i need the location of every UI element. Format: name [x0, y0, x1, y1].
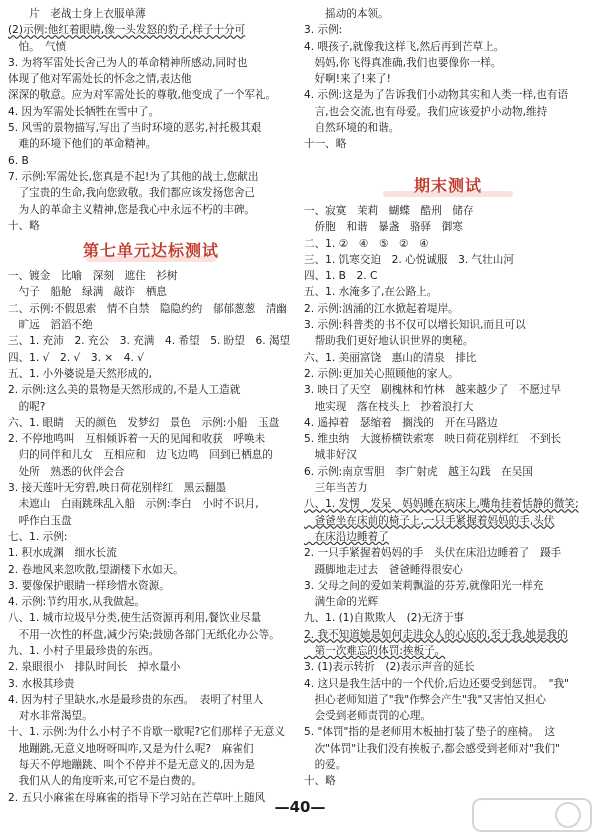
left-answer-line: 了宝贵的生命,我向您致敬。我们都应该发扬您舍己	[8, 187, 256, 200]
left-answer-line: 5. 风雪的景物描写,写出了当时环境的恶劣,衬托极其艰	[8, 122, 262, 135]
left-answer-line: 九、1. 小村子里最珍贵的东西。	[8, 644, 160, 657]
left-answer-line: 一、镀金 比喻 深刻 遮住 衫树	[8, 270, 178, 283]
right-answer-line: 妈妈,你飞得真准确,我们也要像你一样。	[304, 56, 502, 69]
left-answer-line: 体现了他对军需处长的怀念之情,表达他	[8, 73, 192, 86]
left-answer-line: 3. 水极其珍贵	[8, 677, 75, 690]
left-answer-line: 2. 不停地鸣叫 互相倾诉着一天的见闻和收获 呼唤未	[8, 433, 266, 446]
left-answer-line: 2. 卷地风来忽吹散,望湖楼下水如天。	[8, 563, 184, 576]
left-section-title: 第七单元达标测试	[8, 234, 294, 268]
left-answer-line: 3. 接天莲叶无穷碧,映日荷花别样红 黑云翻墨	[8, 482, 227, 495]
left-answer-line: 怕。 气愤	[8, 40, 67, 53]
right-answer-line: 十、略	[304, 775, 336, 788]
right-answer-line: 满生命的光辉	[304, 596, 379, 609]
right-answer-line: 二、1. ② ④ ⑤ ② ④	[304, 237, 429, 250]
left-answer-line: 二、示例:不假思索 情不自禁 隐隐约约 郁郁葱葱 清幽	[8, 302, 288, 315]
right-answer-line: 九、1. (1)自欺欺人 (2)无济于事	[304, 612, 465, 625]
page-number: —40—	[274, 798, 326, 816]
left-answer-line: 我们从人的角度听来,可它不是白费的。	[8, 775, 203, 788]
right-answer-line: 三年当苦力	[304, 482, 368, 495]
left-answer-line: 7. 示例:军需处长,您真是不起!为了其他的战士,您献出	[8, 170, 259, 183]
left-answer-line: 为人的革命主义精神,您是我心中永远不朽的丰碑。	[8, 203, 256, 216]
left-answer-line: 六、1. 眼睛 天的颜色 发梦幻 景色 示例:小船 玉盘	[8, 416, 280, 429]
left-answer-line: 2. 五只小麻雀在母麻雀的指导下学习站在芒草叶上随风	[8, 791, 266, 804]
left-answer-line: 6. B	[8, 154, 29, 167]
left-answer-line: 旷远 滔滔不绝	[8, 319, 93, 332]
right-answer-line: 3. (1)表示转折 (2)表示声音的延长	[304, 661, 475, 674]
right-answer-line: 5. 维虫纳 大渡桥横铁索寒 映日荷花别样红 不到长	[304, 433, 562, 446]
right-answer-line: 在床沿边睡着了	[304, 530, 389, 543]
right-answer-line: 第一次难忘的体罚:挨板子。	[304, 644, 446, 657]
right-answer-line: 一、寂寞 茉莉 蝴蝶 酷刑 储存	[304, 204, 474, 217]
left-answer-line: 地蹦跳,无意义地呀呀叫咋,又是为什么呢? 麻雀们	[8, 742, 254, 755]
right-answer-line: 6. 示例:南京雪胆 李广射虎 越王勾践 在吴国	[304, 465, 533, 478]
left-answer-line: 十、略	[8, 219, 40, 232]
left-answer-line: 4. 示例:节约用水,从我做起。	[8, 596, 145, 609]
watermark-logo	[472, 798, 592, 832]
right-answer-line: 3. 映日了天空 刷槐林和竹林 越来越少了 不愿过早	[304, 384, 562, 397]
right-answer-line: 2. 示例:汹涌的江水掀起着堤岸。	[304, 302, 459, 315]
right-section-title: 期末测试	[304, 169, 592, 203]
right-answer-line: 言,也会交流,也有母爱。我们应该爱护小动物,维持	[304, 105, 548, 118]
right-answer-line: 4. 遥掉着 瑟缩着 搁浅的 开在马路边	[304, 416, 498, 429]
left-answer-line: 4. 因为村子里缺水,水是最珍贵的东西。 表明了村里人	[8, 693, 264, 706]
left-answer-line: (2)示例:他红着眼睛,像一头发怒的豹子,样子十分可	[8, 24, 246, 37]
right-answer-line: 次"体罚"让我们没有挨板子,都会感受到老师对"我们"	[304, 742, 560, 755]
left-answer-line: 3. 为将军雷处长舍己为人的革命精神所感动,同时也	[8, 56, 248, 69]
left-answer-line: 十、1. 示例:为什么小村子不肯歇一歇呢?它们那样子无意义	[8, 726, 285, 739]
left-answer-line: 四、1. √ 2. √ 3. × 4. √	[8, 351, 144, 364]
right-answer-line: 3. 示例:	[304, 24, 343, 37]
left-answer-line: 的呢?	[8, 400, 46, 413]
right-answer-line: 五、1. 水淹多了,在公路上。	[304, 286, 438, 299]
right-answer-line: 侨胞 和谐 暴盏 骆驿 御寒	[304, 221, 463, 234]
left-answer-line: 勺子 船舱 绿满 敲诈 栖息	[8, 286, 167, 299]
right-answer-line: 蹑脚地走过去 爸爸睡得很安心	[304, 563, 463, 576]
right-answer-line: 六、1. 美丽富饶 惠山的清泉 排比	[304, 351, 477, 364]
right-answer-line: 摇动的本领。	[304, 8, 389, 20]
left-answer-line: 对水非常渴望。	[8, 710, 93, 723]
right-answer-line: 2. 我不知道她是如何走进众人的心底的,至于我,她是我的	[304, 628, 568, 641]
left-answer-line: 4. 因为军需处长牺牲在雪中了。	[8, 105, 160, 118]
right-answer-line: 帮助我们更好地认识世界的奥秘。	[304, 335, 474, 348]
right-answer-line: 好啊!来了!来了!	[304, 73, 391, 86]
right-answer-line: 3. 父母之间的爱如茉莉飘溢的芬芳,就像阳光一样充	[304, 579, 544, 592]
left-answer-line: 三、1. 充沛 2. 充公 3. 充满 4. 希望 5. 盼望 6. 渴望	[8, 335, 291, 348]
right-answer-line: 2. 示例:更加关心照顾他的家人。	[304, 367, 459, 380]
left-answer-line: 每天不停地蹦跳、叫个不停并不是无意义的,因为是	[8, 759, 256, 772]
right-answer-line: 十一、略	[304, 138, 347, 151]
right-answer-line: 2. 一只手紧握着妈妈的手 头伏在床沿边睡着了 蹑手	[304, 547, 562, 560]
left-answer-line: 归的同伴和儿女 互相应和 边飞边鸣 回到已栖息的	[8, 449, 273, 462]
left-answer-line: 呼作白玉盘	[8, 514, 72, 527]
right-answer-line: 担心老师知道了"我"作弊会产生"我"又害怕又担心	[304, 693, 546, 706]
right-blank-line	[304, 153, 592, 169]
right-answer-line: 会受到老师责罚的心理。	[304, 710, 432, 723]
right-answer-line: 3. 示例:科普类的书不仅可以增长知识,而且可以	[304, 319, 526, 332]
right-answer-line: 三、1. 饥寒交迫 2. 心悦诚服 3. 气壮山河	[304, 253, 514, 266]
left-answer-line: 3. 要像保护眼睛一样珍惜水资源。	[8, 579, 170, 592]
left-answer-line: 处所 熟悉的伙伴会合	[8, 465, 125, 478]
right-answer-line: 四、1. B 2. C	[304, 270, 378, 283]
right-answer-line: 4. 这只是我生活中的一个代价,后边还要受到惩罚。 "我"	[304, 677, 569, 690]
right-answer-line: 八、1. 发愣 发呆 妈妈睡在病床上,嘴角挂着恬静的微笑;	[304, 498, 579, 511]
left-answer-line: 八、1. 城市垃圾早分类,使生活资源再利用,餐饮业尽量	[8, 612, 262, 625]
right-answer-line: 自然环境的和谐。	[304, 122, 400, 135]
left-answer-line: 深深的敬意。应为对军需处长的尊敬,他变成了一个军礼。	[8, 89, 277, 102]
left-answer-line: 2. 泉眼很小 排队时间长 掉水量小	[8, 661, 181, 674]
right-answer-line: 4. 示例:这是为了告诉我们小动物其实和人类一样,也有语	[304, 89, 569, 102]
right-answer-line: 4. 喂孩子,就像我这样飞,然后再到芒草上。	[304, 40, 505, 53]
right-answer-line: 地实现 落在枝头上 抄着浪打大	[304, 400, 474, 413]
left-answer-line: 1. 积水成渊 细水长流	[8, 547, 117, 560]
left-answer-line: 不用一次性的杯盘,减少污染;鼓励各部门无纸化办公等。	[8, 628, 280, 641]
left-column	[8, 6, 294, 806]
right-answer-line: 城非好汉	[304, 449, 357, 462]
left-answer-line: 七、1. 示例:	[8, 530, 68, 543]
left-answer-line: 片 老战士身上衣服单薄	[8, 8, 146, 20]
right-answer-line: 5. "体罚"指的是老师用木板抽打装了垫子的座椅。 这	[304, 726, 555, 739]
left-answer-line: 五、1. 小外婆说是天然形成的,	[8, 367, 152, 380]
right-answer-line: 爸爸坐在床前的椅子上,一只手紧握着妈妈的手,头伏	[304, 514, 555, 527]
left-answer-line: 2. 示例:这么美的景物是天然形成的,不是人工造就	[8, 384, 241, 397]
right-answer-line: 的爱。	[304, 759, 347, 772]
left-answer-line: 难的环境下他们的革命精神。	[8, 138, 157, 151]
left-answer-line: 未遮山 白雨跳珠乱入船 示例:李白 小时不识月,	[8, 498, 259, 511]
right-column	[304, 6, 592, 790]
